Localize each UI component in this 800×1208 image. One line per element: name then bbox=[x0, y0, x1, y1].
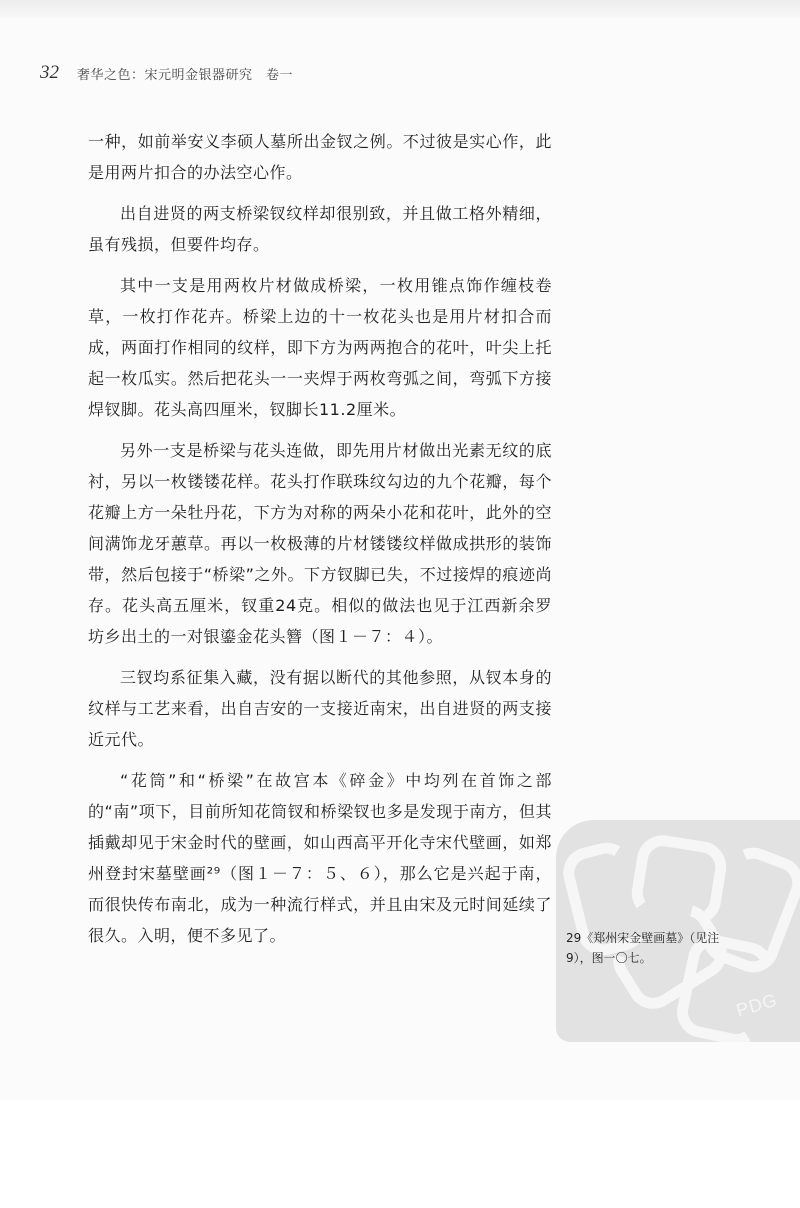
page-number: 32 bbox=[40, 62, 59, 83]
scan-edge-top bbox=[0, 0, 800, 18]
paragraph-6: “花筒”和“桥梁”在故宫本《碎金》中均列在首饰之部的“南”项下，目前所知花筒钗和桥梁钗也多是发现于南方，但其插戴却见于宋金时代的壁画，如山西高平开化寺宋代壁画，如郑州登封宋墓壁画²⁹（图１－７：５、６），那么它是兴起于南，而很快传布南北，成为一种流行样式，并且由宋及元时间延续了很久。入明，便不多见了。 bbox=[88, 771, 552, 945]
footnote-29: 29《郑州宋金壁画墓》（见注9），图一〇七。 bbox=[566, 931, 720, 965]
scan-margin-bottom bbox=[0, 1100, 800, 1208]
paragraph-5: 三钗均系征集入藏，没有据以断代的其他参照，从钗本身的纹样与工艺来看，出自吉安的一支接近南宋，出自进贤的两支接近元代。 bbox=[88, 668, 552, 749]
page-header bbox=[40, 58, 740, 88]
running-head: 奢华之色：宋元明金银器研究 卷一 bbox=[77, 67, 294, 83]
paragraph-4: 另外一支是桥梁与花头连做，即先用片材做出光素无纹的底衬，另以一枚镂镂花样。花头打作联珠纹勾边的九个花瓣，每个花瓣上方一朵牡丹花，下方为对称的两朵小花和花叶，此外的空间满饰龙牙蕙草。再以一枚极薄的片材镂镂纹样做成拱形的装饰带，然后包接于“桥梁”之外。下方钗脚已失，不过接焊的痕迹尚存。花头高五厘米，钗重24克。相似的做法也见于江西新余罗坊乡出土的一对银鎏金花头簪（图１－７：４）。 bbox=[88, 441, 552, 646]
paragraph-1: 一种，如前举安义李硕人墓所出金钗之例。不过彼是实心作，此是用两片扣合的办法空心作。 bbox=[88, 132, 552, 182]
watermark-label: PDG bbox=[733, 989, 780, 1021]
paragraph-3: 其中一支是用两枚片材做成桥梁，一枚用锥点饰作缠枝卷草，一枚打作花卉。桥梁上边的十一枚花头也是用片材扣合而成，两面打作相同的纹样，即下方为两两抱合的花叶，叶尖上托起一枚瓜实。然后把花头一一夹焊于两枚弯弧之间，弯弧下方接焊钗脚。花头高四厘米，钗脚长11.2厘米。 bbox=[88, 276, 552, 419]
body-text bbox=[88, 126, 552, 961]
paragraph-2: 出自进贤的两支桥梁钗纹样却很别致，并且做工格外精细，虽有残损，但要件均存。 bbox=[88, 204, 552, 254]
